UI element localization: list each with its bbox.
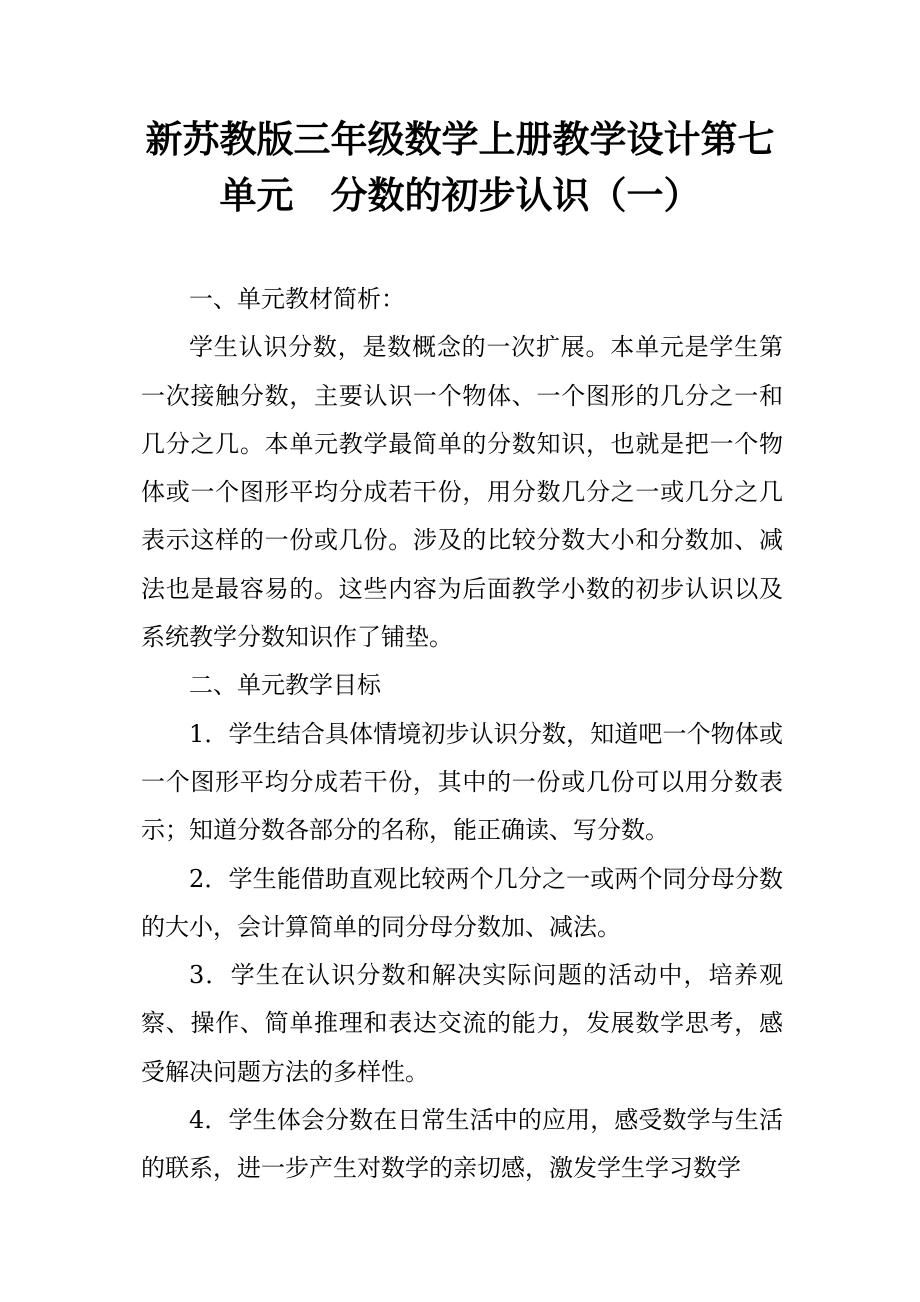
document-body: [141, 275, 783, 1193]
objective-3: 3．学生在认识分数和解决实际问题的活动中，培养观察、操作、简单推理和表达交流的能力，发展数学思考，感受解决问题方法的多样性。: [141, 961, 783, 1086]
objective-2: 2．学生能借助直观比较两个几分之一或两个同分母分数的大小，会计算简单的同分母分数加、减法。: [141, 864, 783, 941]
document-title: [120, 112, 800, 224]
section-heading-1: 一、单元教材简析：: [189, 285, 405, 313]
objective-4: 4．学生体会分数在日常生活中的应用，感受数学与生活的联系，进一步产生对数学的亲切感，激发学生学习数学: [141, 1106, 783, 1183]
title-line-1: 新苏教版三年级数学上册教学设计第七: [145, 118, 775, 161]
section-heading-2: 二、单元教学目标: [189, 671, 381, 700]
objective-1: 1．学生结合具体情境初步认识分数，知道吧一个物体或一个图形平均分成若干份，其中的一份或几份可以用分数表示；知道分数各部分的名称，能正确读、写分数。: [141, 719, 783, 845]
section-1-paragraph-1: 学生认识分数，是数概念的一次扩展。本单元是学生第一次接触分数，主要认识一个物体、一个图形的几分之一和几分之几。本单元教学最简单的分数知识，也就是把一个物体或一个图形平均分成若干份，用分数几分之一或几分之几表示这样的一份或几份。涉及的比较分数大小和分数加、减法也是最容易的。这些内容为后面教学小数的初步认识以及系统教学分数知识作了铺垫。: [141, 333, 783, 652]
title-line-2: 单元 分数的初步认识（一）: [219, 174, 701, 217]
